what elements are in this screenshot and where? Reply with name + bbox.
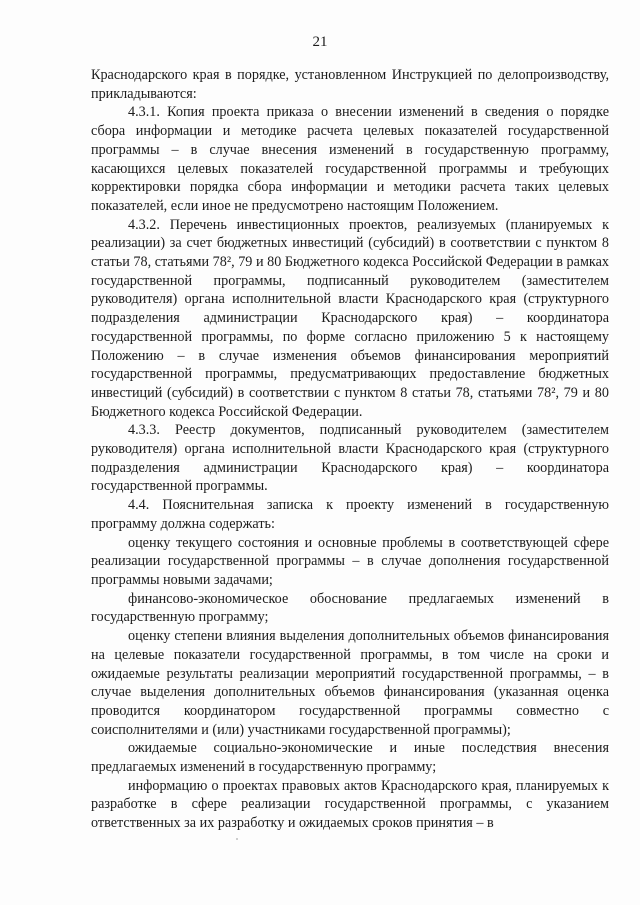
- paragraph: финансово-экономическое обоснование предлагаемых изменений в государственную программу;: [91, 590, 609, 626]
- paragraph: информацию о проектах правовых актов Краснодарского края, планируемых к разработке в сфере реализации государственной программы, с указанием ответственных за их разработку и ожидаемых сроков принятия – в: [91, 777, 609, 832]
- paragraph: оценку текущего состояния и основные проблемы в соответствующей сфере реализации государственной программы – в случае дополнения государственной программы новыми задачами;: [91, 534, 609, 588]
- paragraph: 4.3.1. Копия проекта приказа о внесении изменений в сведения о порядке сбора информации и методике расчета целевых показателей государственной программы – в случае внесения изменений в государственную программу, касающихся целевых показателей государственной программы и требующих корректировки порядка сбора информации и методики расчета таких целевых показателей, если иное не предусмотрено настоящим Положением.: [91, 104, 609, 214]
- paragraph: 4.3.2. Перечень инвестиционных проектов, реализуемых (планируемых к реализации) за счет бюджетных инвестиций (субсидий) в соответствии с пунктом 8 статьи 78, статьями 78², 79 и 80 Бюджетного кодекса Российской Федерации в рамках государственной программы, подписанный руководителем (заместителем руководителя) органа исполнительной власти Краснодарского края (структурного подразделения администрации Краснодарского края) – координатора государственной программы, по форме согласно приложению 5 к настоящему Положению – в случае изменения объемов финансирования мероприятий государственной программы, предусматривающих предоставление бюджетных инвестиций (субсидий) в соответствии с пунктом 8 статьи 78, статьями 78², 79 и 80 Бюджетного кодекса Российской Федерации.: [91, 216, 609, 420]
- paragraph: ожидаемые социально-экономические и иные последствия внесения предлагаемых изменений в государственную программу;: [91, 740, 609, 776]
- document-body: [91, 66, 609, 833]
- page-number: 21: [312, 34, 328, 50]
- paragraph: 4.3.3. Реестр документов, подписанный руководителем (заместителем руководителя) органа исполнительной власти Краснодарского края (структурного подразделения администрации Краснодарского края) – координатора государственной программы.: [91, 422, 609, 495]
- paragraph: Краснодарского края в порядке, установленном Инструкцией по делопроизводству, прикладываются:: [91, 67, 609, 102]
- paragraph: 4.4. Пояснительная записка к проекту изменений в государственную программу должна содержать:: [91, 497, 609, 532]
- paragraph: оценку степени влияния выделения дополнительных объемов финансирования на целевые показатели государственной программы, в том числе на сроки и ожидаемые результаты реализации мероприятий государственной программы, – в случае выделения дополнительных объемов финансирования (указанная оценка проводится координатором государственной программы совместно с соисполнителями и (или) участниками государственной программы);: [91, 628, 609, 738]
- scan-speck: [236, 838, 238, 840]
